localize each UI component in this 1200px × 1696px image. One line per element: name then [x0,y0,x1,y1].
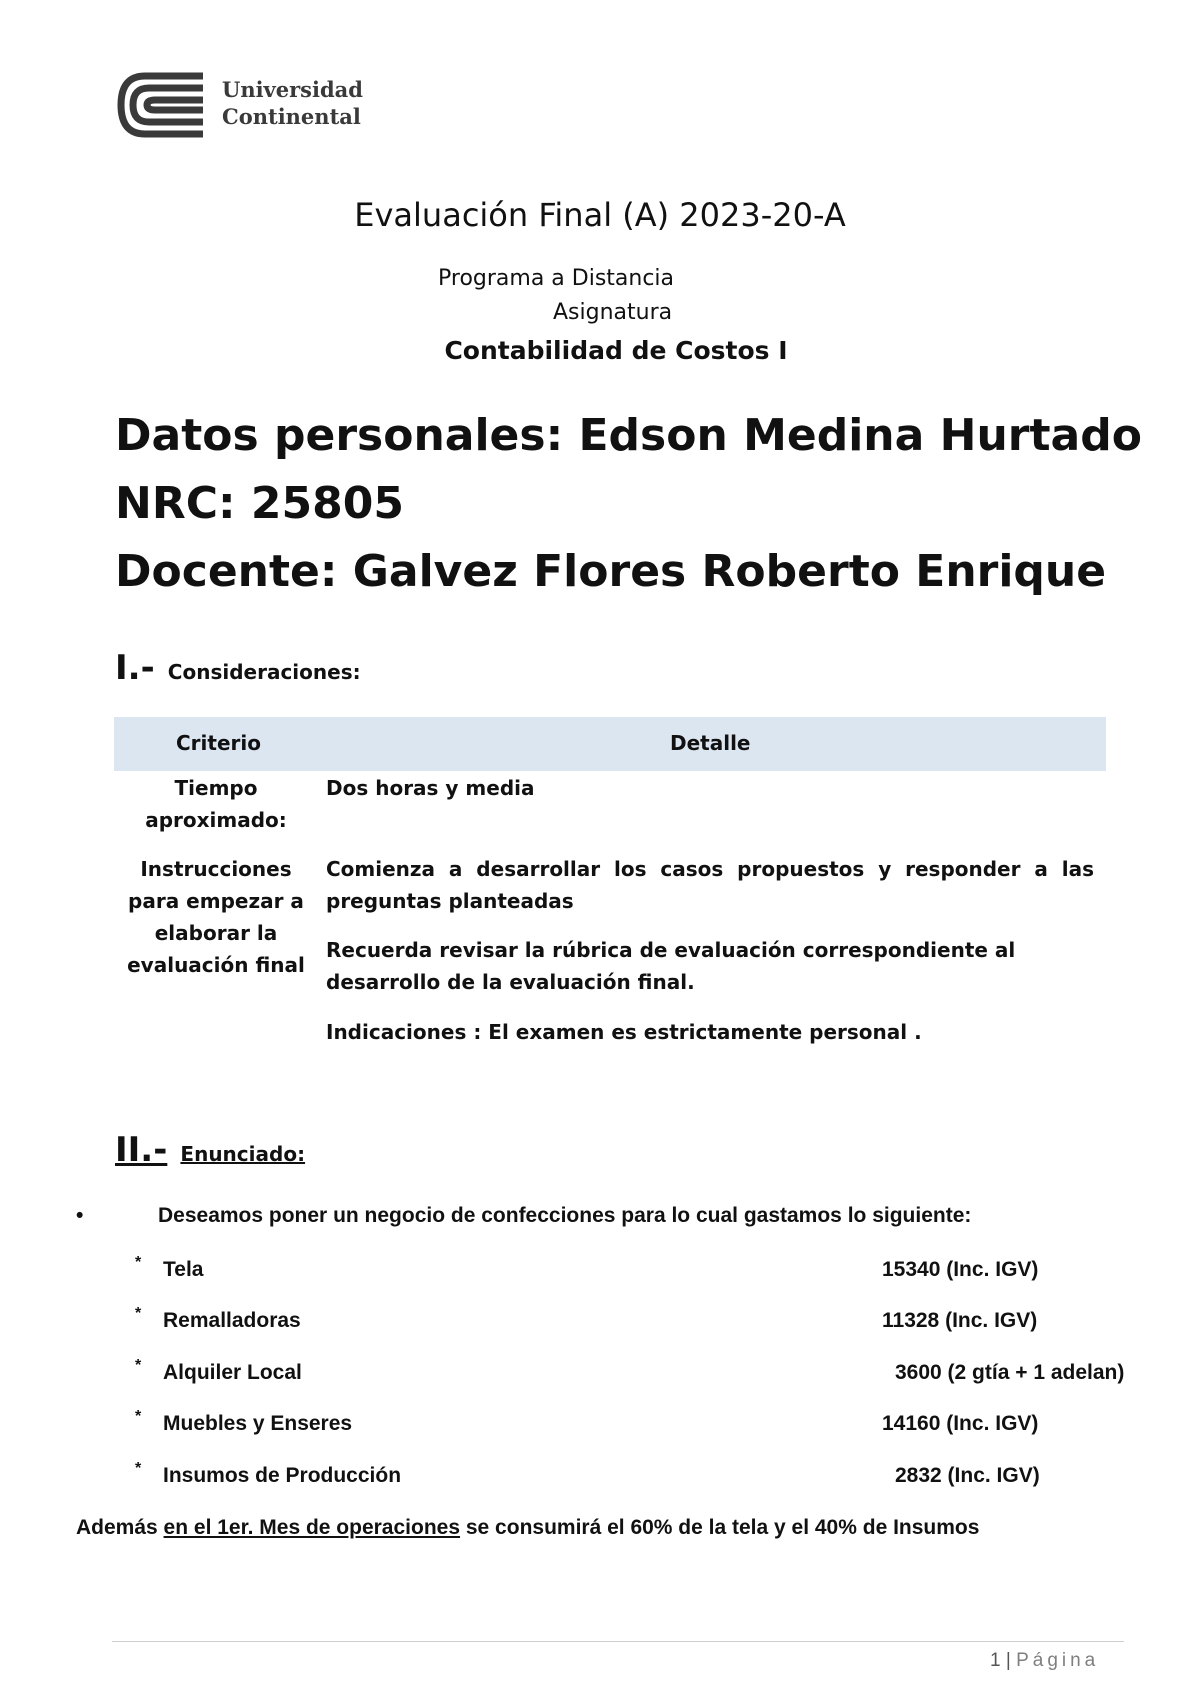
expense-amount: 3600 (2 gtía + 1 adelan) [895,1361,1125,1384]
row2-detalle-p3: Indicaciones : El examen es estrictamente personal . [326,1020,922,1044]
intro-text: Deseamos poner un negocio de confecciones para lo cual gastamos lo siguiente: [158,1204,972,1227]
expense-item [135,1460,1185,1494]
expense-amount: 2832 (Inc. IGV) [895,1464,1040,1487]
header-detalle: Detalle [670,731,751,755]
row2-criterio-line1: Instrucciones [140,857,292,881]
row2-criterio-line3: elaborar la [154,921,278,945]
teacher: Docente: Galvez Flores Roberto Enrique [115,546,1107,597]
page-number: 1 [990,1650,1001,1671]
row1-detalle: Dos horas y media [326,776,535,800]
row2-detalle-p1: Comienza a desarrollar los casos propuestos y responder a las preguntas planteadas [326,857,1094,913]
program-label: Programa a Distancia [438,266,675,291]
section-2-heading [115,1130,305,1170]
asterisk-icon: * [135,1254,142,1271]
intro-paragraph [76,1204,971,1228]
logo-line-1: Universidad [222,77,363,102]
expense-name: Alquiler Local [163,1361,302,1384]
subject-label: Asignatura [553,300,673,325]
note-underlined: en el 1er. Mes de operaciones [163,1516,461,1539]
university-logo [115,70,375,140]
row1-criterio [114,772,318,836]
expense-name: Remalladoras [163,1309,301,1332]
expense-amount: 14160 (Inc. IGV) [882,1412,1039,1435]
asterisk-icon: * [135,1408,142,1425]
row2-criterio-line2: para empezar a [128,889,304,913]
consumption-note [76,1516,979,1540]
expense-item [135,1357,1185,1391]
note-prefix: Además [76,1516,164,1539]
section-2-title: Enunciado: [180,1142,306,1166]
asterisk-icon: * [135,1357,142,1374]
footer-divider [112,1641,1124,1642]
personal-data: Datos personales: Edson Medina Hurtado [115,410,1142,461]
row2-detalle-p2: Recuerda revisar la rúbrica de evaluación correspondiente al desarrollo de la evaluación final. [326,938,1016,994]
subject-name: Contabilidad de Costos I [444,336,788,365]
considerations-table-header [114,717,1106,771]
page-footer [990,1650,1099,1672]
nrc: NRC: 25805 [115,478,404,529]
asterisk-icon: * [135,1305,142,1322]
section-2-number: II.- [115,1130,168,1170]
row1-criterio-line2: aproximado: [145,808,287,832]
expense-name: Muebles y Enseres [163,1412,353,1435]
section-1-heading [115,648,361,688]
expense-item [135,1408,1185,1442]
expense-item [135,1254,1185,1288]
bullet-icon: • [76,1204,84,1227]
footer-separator: | [1005,1650,1011,1671]
expense-amount: 11328 (Inc. IGV) [882,1309,1038,1332]
row1-criterio-line1: Tiempo [174,776,258,800]
continental-emblem-icon [115,70,215,140]
section-1-title: Consideraciones: [167,660,361,684]
row2-criterio [114,853,318,981]
page-word: Página [1016,1650,1100,1671]
row2-criterio-line4: evaluación final [127,953,305,977]
note-suffix: se consumirá el 60% de la tela y el 40% de Insumos [460,1516,980,1539]
asterisk-icon: * [135,1460,142,1477]
page-title: Evaluación Final (A) 2023-20-A [354,196,846,234]
header-criterio: Criterio [176,731,261,755]
expense-item [135,1305,1185,1339]
section-1-number: I.- [115,648,155,688]
expense-amount: 15340 (Inc. IGV) [882,1258,1039,1281]
logo-line-2: Continental [222,104,361,129]
expense-name: Insumos de Producción [163,1464,402,1487]
logo-text [222,76,363,130]
expense-name: Tela [163,1258,204,1281]
